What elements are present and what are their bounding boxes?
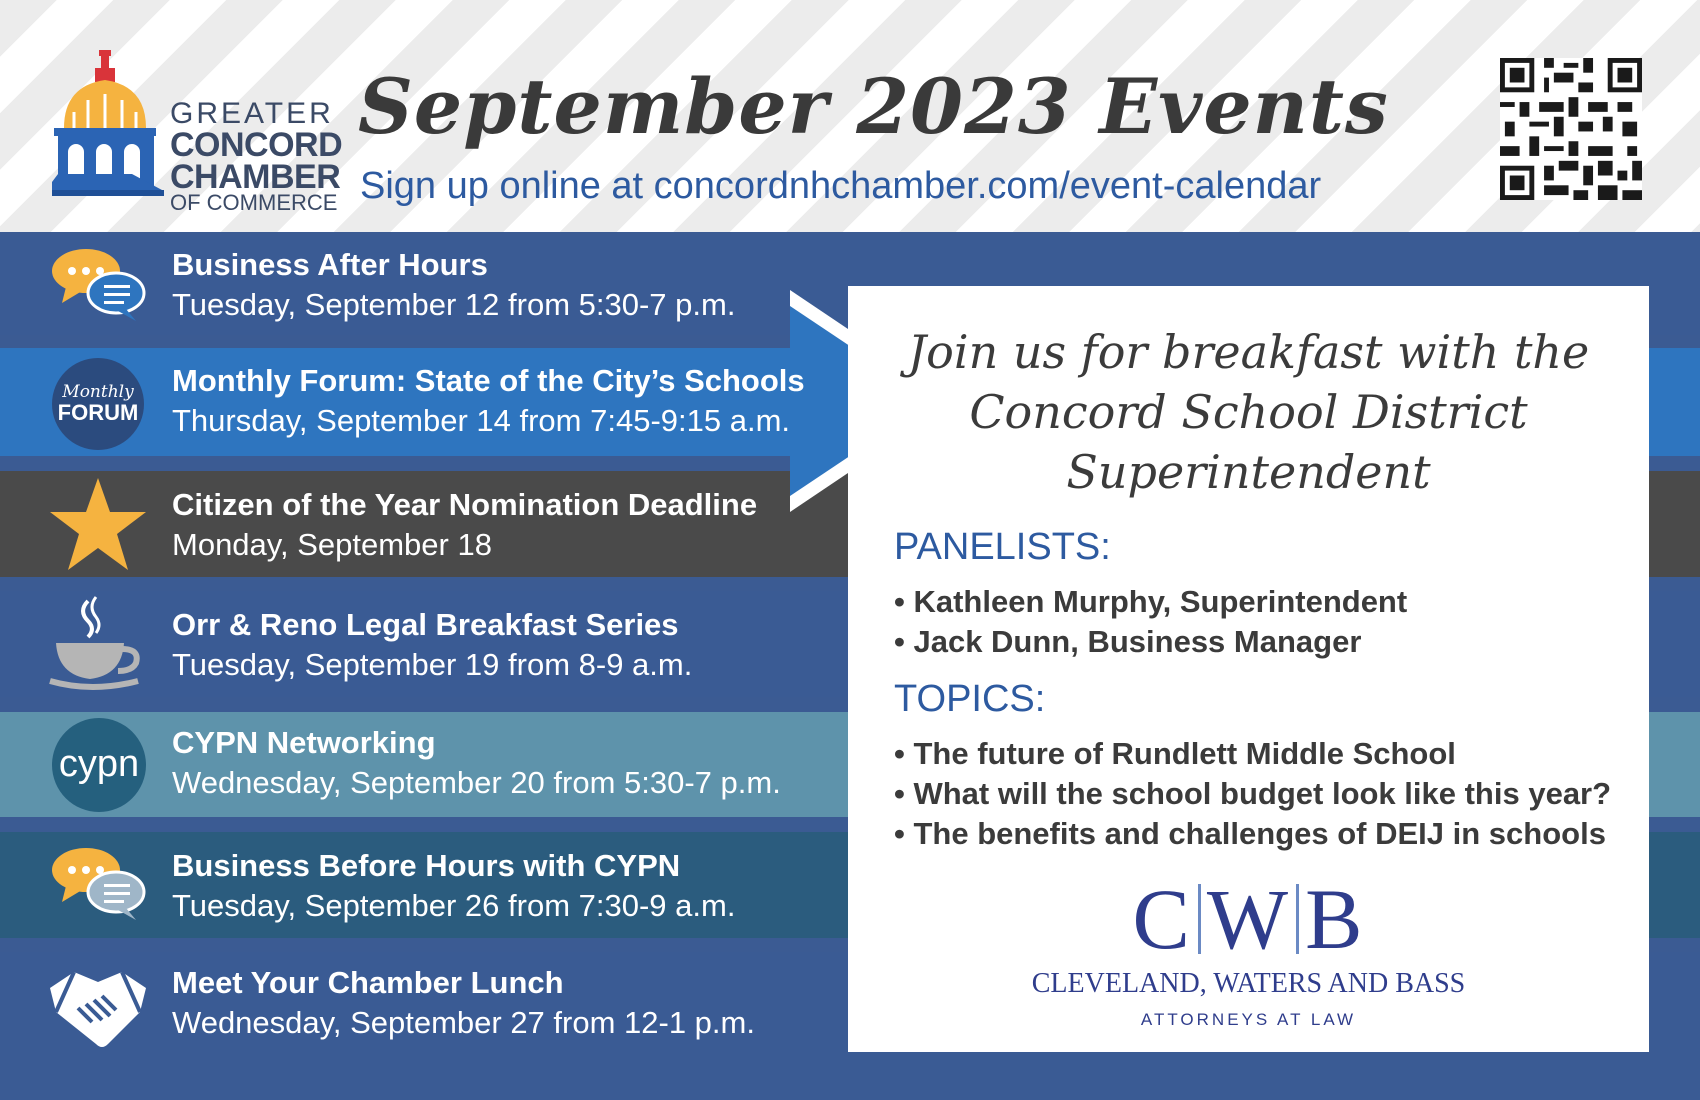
topic-item: • The benefits and challenges of DEIJ in schools: [894, 816, 1606, 851]
event-date: Tuesday, September 12 from 5:30-7 p.m.: [172, 287, 736, 322]
feature-heading-line2: Concord School District: [969, 385, 1528, 439]
monthly-forum-icon: [52, 358, 144, 450]
panelist-item: • Kathleen Murphy, Superintendent: [894, 584, 1408, 619]
star-icon: [48, 474, 148, 574]
event-name: Business Before Hours with CYPN: [172, 848, 681, 883]
event-date: Monday, September 18: [172, 527, 492, 562]
header: [0, 0, 1700, 232]
event-name: Orr & Reno Legal Breakfast Series: [172, 607, 679, 642]
event-date: Wednesday, September 27 from 12-1 p.m.: [172, 1005, 755, 1040]
logo-line-greater: GREATER: [170, 97, 334, 130]
cypn-icon-text: cypn: [58, 743, 140, 785]
sponsor-monogram: [848, 871, 1649, 967]
signup-url[interactable]: Sign up online at concordnhchamber.com/event-calendar: [360, 165, 1322, 207]
event-item[interactable]: [0, 348, 848, 456]
sponsor-mark-b: B: [1305, 871, 1365, 967]
feature-heading-line1: Join us for breakfast with the: [907, 325, 1590, 379]
sponsor-tagline: ATTORNEYS AT LAW: [1140, 1010, 1357, 1029]
chamber-name: [170, 97, 343, 216]
sponsor-mark-w: W: [1206, 871, 1291, 967]
event-date: Wednesday, September 20 from 5:30-7 p.m.: [172, 765, 781, 800]
forum-icon-word: FORUM: [57, 400, 139, 425]
feature-card: [848, 286, 1649, 1052]
sponsor-mark-c: C: [1132, 871, 1192, 967]
qr-code-icon[interactable]: [1500, 58, 1642, 200]
logo-line-concord: CONCORD: [170, 125, 343, 164]
event-date: Tuesday, September 26 from 7:30-9 a.m.: [172, 888, 736, 923]
sponsor-name: CLEVELAND, WATERS AND BASS: [1031, 968, 1466, 999]
event-item[interactable]: [0, 591, 848, 697]
divider: [1198, 884, 1201, 954]
feature-heading-line3: Superintendent: [1066, 445, 1431, 499]
event-name: Business After Hours: [172, 247, 488, 282]
topic-item: • What will the school budget look like this year?: [894, 776, 1612, 811]
event-name: Citizen of the Year Nomination Deadline: [172, 487, 758, 522]
panelists-label: PANELISTS:: [894, 526, 1111, 568]
topics-label: TOPICS:: [894, 678, 1046, 720]
handshake-icon: [48, 958, 148, 1058]
cypn-icon: [52, 718, 146, 812]
topic-item: • The future of Rundlett Middle School: [894, 736, 1456, 771]
event-date: Thursday, September 14 from 7:45-9:15 a.m.: [172, 403, 791, 438]
chat-bubbles-icon: [48, 237, 148, 337]
event-item[interactable]: [0, 237, 848, 335]
event-date: Tuesday, September 19 from 8-9 a.m.: [172, 647, 693, 682]
event-name: Meet Your Chamber Lunch: [172, 965, 564, 1000]
page-title: September 2023 Events: [358, 62, 1389, 151]
divider: [1296, 884, 1299, 954]
event-item[interactable]: [0, 952, 848, 1058]
sponsor-logo[interactable]: [848, 871, 1649, 1030]
panelist-item: • Jack Dunn, Business Manager: [894, 624, 1362, 659]
event-item[interactable]: [0, 832, 848, 938]
forum-icon-script: Monthly: [62, 382, 134, 402]
coffee-cup-icon: [48, 593, 148, 693]
event-name: CYPN Networking: [172, 725, 436, 760]
feature-heading: [848, 322, 1649, 502]
event-item[interactable]: [0, 712, 848, 817]
event-name: Monthly Forum: State of the City’s Schools: [172, 363, 805, 398]
event-item[interactable]: [0, 471, 848, 577]
logo-line-chamber: CHAMBER: [170, 157, 341, 196]
chat-bubbles-icon: [48, 836, 148, 936]
logo-line-commerce: OF COMMERCE: [170, 190, 338, 216]
